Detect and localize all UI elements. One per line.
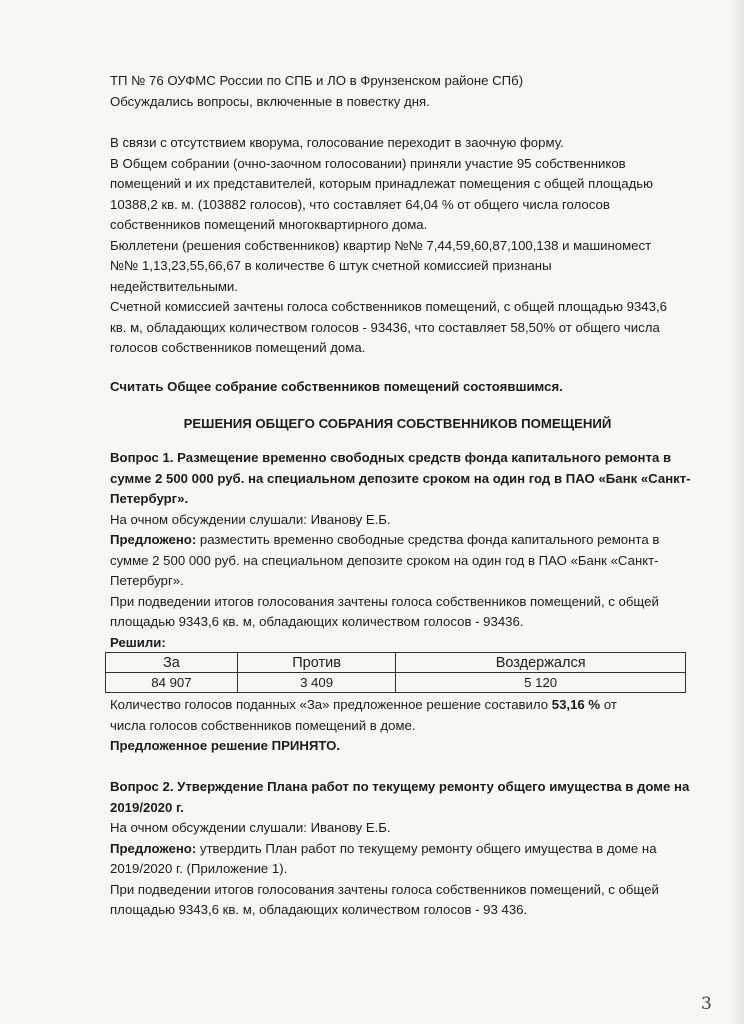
question-2-proposed [110, 839, 690, 860]
question-2-count: площадью 9343,6 кв. м, обладающих количеством голосов - 93 436. [110, 902, 528, 917]
question-2-count: При подведении итогов голосования зачтены голоса собственников помещений, с общей [110, 881, 659, 897]
quorum-line: №№ 1,13,23,55,66,67 в количестве 6 штук счетной комиссией признаны [110, 258, 552, 273]
result-percent: 53,16 % [551, 697, 601, 712]
quorum-line: В Общем собрании (очно-заочном голосовании) приняли участие 95 собственников [110, 155, 626, 171]
page-edge-shadow [730, 0, 744, 1024]
question-2-title: 2019/2020 г. [110, 799, 184, 815]
question-1-proposed-line: сумме 2 500 000 руб. на специальном депозите сроком на один год в ПАО «Банк «Санкт- [110, 552, 659, 568]
question-1-result [110, 695, 690, 757]
quorum-line: Счетной комиссией зачтены голоса собственников помещений, с общей площадью 9343,6 [110, 299, 667, 314]
votes-value-against: 3 409 [237, 673, 395, 693]
quorum-paragraph [110, 133, 690, 359]
question-1-heard: На очном обсуждении слушали: Иванову Е.Б. [110, 511, 391, 527]
conclusion-text: Считать Общее собрание собственников помещений состоявшимся. [110, 379, 563, 394]
result-text-end: от [600, 697, 617, 712]
quorum-line: помещений и их представителей, которым принадлежат помещения с общей площадью [110, 176, 654, 191]
question-2-title: Вопрос 2. Утверждение Плана работ по текущему ремонту общего имущества в доме на [110, 779, 690, 794]
votes-table-header-row [106, 653, 686, 673]
votes-header-abstain: Воздержался [396, 653, 686, 673]
votes-header-for: За [106, 653, 238, 673]
result-line [110, 695, 690, 716]
quorum-line: голосов собственников помещений дома. [110, 340, 366, 355]
intro-paragraph [110, 71, 690, 112]
votes-table [105, 652, 686, 693]
votes-value-for: 84 907 [106, 673, 238, 693]
result-line: числа голосов собственников помещений в доме. [110, 717, 416, 733]
quorum-line: кв. м, обладающих количеством голосов - 93436, что составляет 58,50% от общего числа [110, 319, 660, 335]
quorum-line: собственников помещений многоквартирного дома. [110, 217, 428, 232]
question-1-proposed [110, 530, 690, 551]
section-title: РЕШЕНИЯ ОБЩЕГО СОБРАНИЯ СОБСТВЕННИКОВ ПОМЕЩЕНИЙ [183, 416, 612, 431]
question-2-proposed-line: 2019/2020 г. (Приложение 1). [110, 861, 288, 876]
question-1-proposed-line: Петербург». [110, 573, 184, 588]
question-1-title: Петербург». [110, 491, 189, 506]
votes-header-against: Против [237, 653, 395, 673]
question-1-count: При подведении итогов голосования зачтены голоса собственников помещений, с общей [110, 593, 659, 609]
question-1-title: сумме 2 500 000 руб. на специальном депозите сроком на один год в ПАО «Банк «Санкт- [110, 470, 691, 486]
votes-table-value-row [106, 673, 686, 693]
proposed-label: Предложено: [110, 840, 197, 856]
intro-line: Обсуждались вопросы, включенные в повестку дня. [110, 93, 430, 109]
proposed-text: разместить временно свободные средства фонда капитального ремонта в [196, 532, 660, 547]
question-1 [110, 448, 690, 653]
question-1-decided: Решили: [110, 634, 166, 650]
question-2 [110, 777, 690, 921]
intro-line: ТП № 76 ОУФМС России по СПБ и ЛО в Фрунзенском районе СПб) [110, 73, 524, 88]
proposed-label: Предложено: [110, 532, 197, 547]
question-2-heard: На очном обсуждении слушали: Иванову Е.Б. [110, 820, 391, 835]
quorum-line: недействительными. [110, 278, 238, 294]
quorum-line: 10388,2 кв. м. (103882 голосов), что составляет 64,04 % от общего числа голосов [110, 196, 610, 212]
quorum-line: В связи с отсутствием кворума, голосование переходит в заочную форму. [110, 135, 564, 150]
page-number: 3 [701, 994, 712, 1014]
proposed-text: утвердить План работ по текущему ремонту общего имущества в доме на [196, 840, 657, 856]
question-1-count: площадью 9343,6 кв. м, обладающих количеством голосов - 93436. [110, 614, 524, 629]
votes-value-abstain: 5 120 [396, 673, 686, 693]
question-1-title: Вопрос 1. Размещение временно свободных средств фонда капитального ремонта в [110, 450, 672, 465]
result-text: Количество голосов поданных «За» предложенное решение составило [110, 697, 552, 712]
quorum-line: Бюллетени (решения собственников) квартир №№ 7,44,59,60,87,100,138 и машиномест [110, 237, 652, 253]
question-1-accepted: Предложенное решение ПРИНЯТО. [110, 738, 341, 753]
